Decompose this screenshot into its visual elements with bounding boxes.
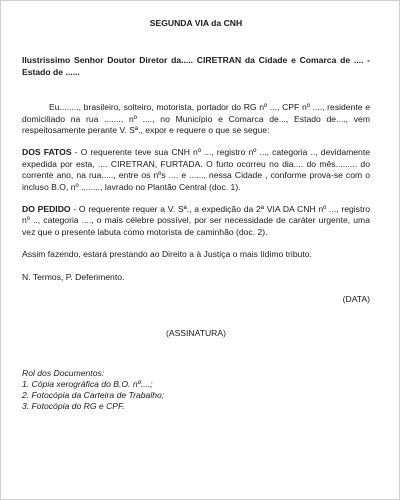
list-item: 3. Fotocópia do RG e CPF. — [22, 400, 125, 411]
fatos-label: DOS FATOS — [22, 147, 72, 158]
document-title: SEGUNDA VIA da CNH — [149, 18, 243, 28]
pedido-text: - O requerente requer a V. Sª., a expedição da 2ª VIA DA CNH nº ..., registro nº .., categoria ...., o mais célebre possível, por ser necessidade de caráter urgente, uma vez que o presente labuta como motorista de caminhão (doc. 2). — [22, 204, 371, 237]
intro-paragraph: Eu........, brasileiro, solteiro, motorista, portador do RG nº ..., CPF nº ...., residente e domiciliado na rua ......., nº ...., no Município e Comarca de..., Estado de...., vem respeitosamente perante V. Sª., expor e requere o que se segue: — [22, 102, 370, 136]
addressee: Ilustríssimo Senhor Doutor Diretor da..... CIRETRAN da Cidade e Comarca de .... - Estado de ...... — [22, 55, 370, 77]
list-item: 2. Fotocópia da Carteira de Trabalho; — [22, 389, 165, 400]
list-item: 1. Cópia xerográfica do B.O. nº....; — [22, 378, 153, 389]
pedido-paragraph — [22, 204, 370, 238]
fatos-text: - O requerente teve sua CNH nº ..., registro nº ..., categoria .., devidamente expedida por esta, .... CIRETRAN, FURTADA. O furto ocorreu no dia.... do mês......... do corrente ano, na rua....., entre os nºs .... e ......, nessa Cidade , conforme prova-se com o incluso B.O, nº ........, lavrado no Plantão Central (doc. 1). — [22, 147, 370, 192]
pedido-label: DO PEDIDO — [22, 204, 71, 215]
documents-list — [22, 368, 370, 412]
closing-statement: Assim fazendo, estará prestando ao Direito a à Justiça o mais lídimo tributo. — [22, 249, 312, 260]
termos-line: N. Termos, P. Deferimento. — [22, 271, 125, 282]
signature-placeholder: (ASSINATURA) — [165, 327, 226, 338]
date-placeholder: (DATA) — [342, 294, 370, 305]
fatos-paragraph — [22, 147, 370, 193]
documents-list-title: Rol dos Documentos: — [22, 367, 105, 378]
